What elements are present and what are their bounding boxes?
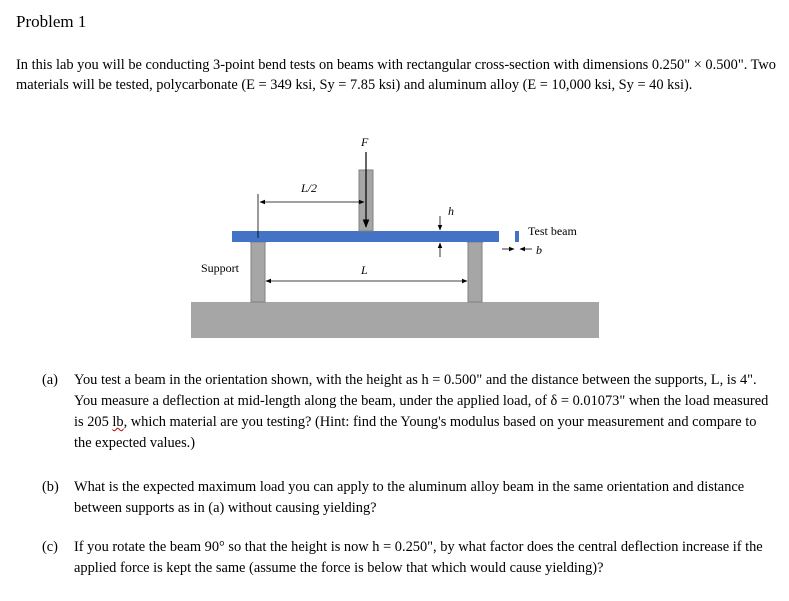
base-block xyxy=(191,302,599,338)
test-beam-label: Test beam xyxy=(528,224,577,238)
span-label: L xyxy=(361,263,368,277)
problem-intro: In this lab you will be conducting 3-point bend tests on beams with rectangular cross-section with dimensions 0.250" × 0.500". Two materials will be tested, polycarbonate (E = 349 ksi, Sy = 7.85 ksi) and aluminum alloy (E = 10,000 ksi, Sy = 40 ksi). xyxy=(16,57,776,93)
support-label: Support xyxy=(201,261,240,275)
question-a-text-part2: , which material are you testing? (Hint: find the Young's modulus based on your measurement and compare to the expected values.) xyxy=(74,414,757,451)
question-c-text: If you rotate the beam 90° so that the height is now h = 0.250", by what factor does the central deflection increase if the applied force is kept the same (assume the force is below that which would cause yielding)? xyxy=(74,539,763,576)
question-a-unit: lb xyxy=(112,414,124,430)
question-a-number: (a) xyxy=(42,372,58,388)
right-support xyxy=(468,238,482,302)
half-span-label: L/2 xyxy=(301,181,318,195)
question-a-text-part1: You test a beam in the orientation shown, with the height as h = 0.500" and the distance between the supports, L, is 4". You measure a deflection at mid-length along the beam, under the applied load, of δ = 0.01073" when the load measured is 205 xyxy=(74,372,769,430)
left-support xyxy=(251,238,265,302)
figure-svg xyxy=(185,130,605,345)
force-label: F xyxy=(361,135,369,149)
problem-title: Problem 1 xyxy=(16,12,87,31)
height-label: h xyxy=(448,204,454,218)
question-c xyxy=(42,537,782,581)
test-beam xyxy=(232,231,499,242)
question-b xyxy=(42,477,782,521)
question-c-number: (c) xyxy=(42,539,58,555)
beam-cross-section xyxy=(515,231,519,242)
three-point-bend-figure xyxy=(185,130,605,345)
question-b-number: (b) xyxy=(42,479,59,495)
width-label: b xyxy=(536,243,542,257)
question-a-text xyxy=(74,370,774,454)
question-a xyxy=(42,370,782,460)
question-b-text: What is the expected maximum load you can apply to the aluminum alloy beam in the same orientation and distance between supports as in (a) without causing yielding? xyxy=(74,479,745,516)
